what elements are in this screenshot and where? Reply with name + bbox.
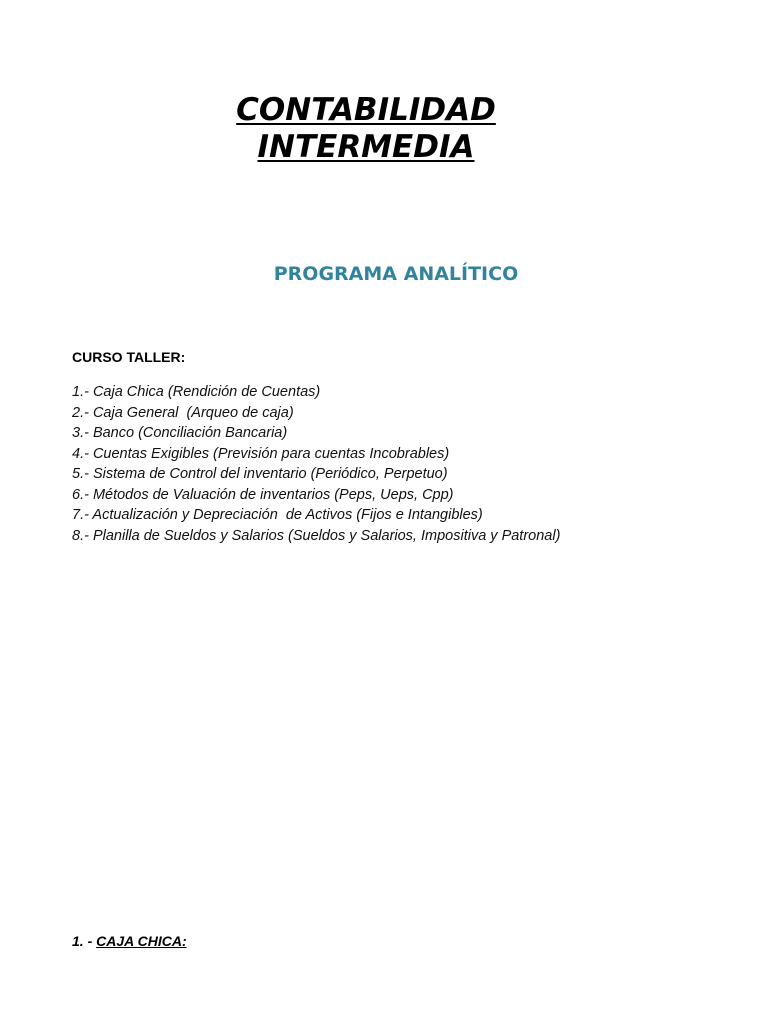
topic-item: 8.- Planilla de Sueldos y Salarios (Sueldos y Salarios, Impositiva y Patronal): [72, 527, 561, 544]
section-heading-caja-chica: [72, 933, 187, 950]
title-line-2: INTERMEDIA: [257, 129, 475, 165]
course-section-label: CURSO TALLER:: [72, 349, 186, 365]
section-number: 1. -: [72, 933, 97, 949]
topic-list: [72, 382, 560, 546]
topic-item: 5.- Sistema de Control del inventario (Periódico, Perpetuo): [72, 466, 448, 482]
topic-item: 1.- Caja Chica (Rendición de Cuentas): [72, 384, 321, 400]
title-line-1: CONTABILIDAD: [236, 92, 496, 128]
topic-item: 6.- Métodos de Valuación de inventarios (Peps, Ueps, Cpp): [72, 486, 454, 503]
topic-item: 4.- Cuentas Exigibles (Previsión para cuentas Incobrables): [72, 445, 450, 462]
document-title: [0, 92, 732, 166]
section-heading-text: CAJA CHICA:: [96, 933, 187, 949]
topic-item: 7.- Actualización y Depreciación de Activos (Fijos e Intangibles): [72, 507, 483, 523]
topic-item: 3.- Banco (Conciliación Bancaria): [72, 425, 288, 441]
topic-item: 2.- Caja General (Arqueo de caja): [72, 404, 294, 421]
document-subtitle: PROGRAMA ANALÍTICO: [273, 263, 519, 285]
